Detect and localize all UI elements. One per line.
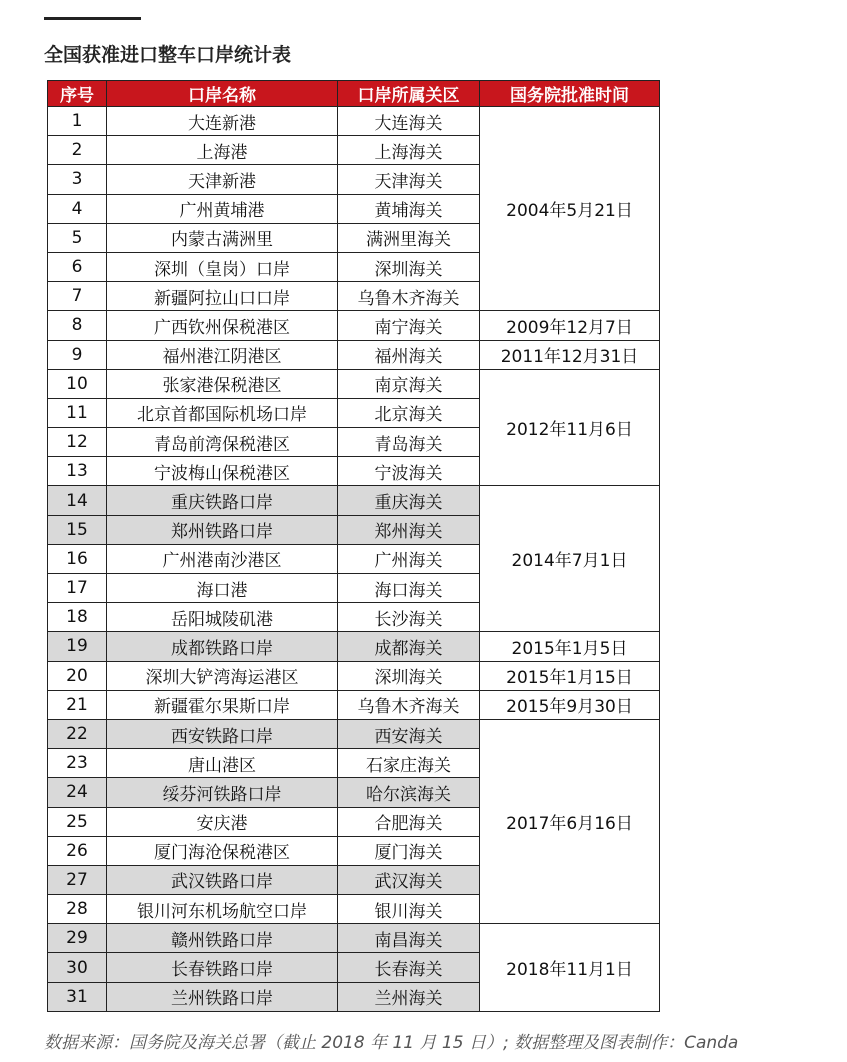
cell-customs: 深圳海关 bbox=[338, 252, 480, 281]
cell-port-name: 广州黄埔港 bbox=[107, 194, 338, 223]
cell-port-name: 内蒙古满洲里 bbox=[107, 223, 338, 252]
cell-no: 14 bbox=[48, 486, 107, 515]
cell-customs: 银川海关 bbox=[338, 895, 480, 924]
cell-port-name: 岳阳城陵矶港 bbox=[107, 603, 338, 632]
header-no: 序号 bbox=[48, 81, 107, 107]
cell-port-name: 兰州铁路口岸 bbox=[107, 982, 338, 1011]
cell-customs: 武汉海关 bbox=[338, 865, 480, 894]
cell-customs: 兰州海关 bbox=[338, 982, 480, 1011]
cell-no: 17 bbox=[48, 574, 107, 603]
cell-port-name: 新疆阿拉山口口岸 bbox=[107, 282, 338, 311]
cell-customs: 广州海关 bbox=[338, 544, 480, 573]
cell-port-name: 海口港 bbox=[107, 574, 338, 603]
cell-no: 16 bbox=[48, 544, 107, 573]
top-rule bbox=[44, 17, 141, 20]
cell-no: 15 bbox=[48, 515, 107, 544]
page-title: 全国获准进口整车口岸统计表 bbox=[44, 44, 292, 66]
cell-port-name: 张家港保税港区 bbox=[107, 369, 338, 398]
cell-customs: 黄埔海关 bbox=[338, 194, 480, 223]
cell-port-name: 广西钦州保税港区 bbox=[107, 311, 338, 340]
ports-table bbox=[47, 80, 660, 1012]
cell-no: 8 bbox=[48, 311, 107, 340]
cell-port-name: 赣州铁路口岸 bbox=[107, 924, 338, 953]
cell-port-name: 北京首都国际机场口岸 bbox=[107, 398, 338, 427]
cell-port-name: 唐山港区 bbox=[107, 749, 338, 778]
cell-customs: 海口海关 bbox=[338, 574, 480, 603]
table-row bbox=[48, 690, 660, 719]
cell-no: 7 bbox=[48, 282, 107, 311]
cell-customs: 西安海关 bbox=[338, 719, 480, 748]
cell-customs: 石家庄海关 bbox=[338, 749, 480, 778]
cell-port-name: 绥芬河铁路口岸 bbox=[107, 778, 338, 807]
cell-no: 26 bbox=[48, 836, 107, 865]
table-row bbox=[48, 107, 660, 136]
cell-port-name: 上海港 bbox=[107, 136, 338, 165]
cell-no: 21 bbox=[48, 690, 107, 719]
cell-approval-date: 2015年1月15日 bbox=[480, 661, 660, 690]
cell-customs: 长春海关 bbox=[338, 953, 480, 982]
cell-customs: 宁波海关 bbox=[338, 457, 480, 486]
cell-no: 30 bbox=[48, 953, 107, 982]
header-port-name: 口岸名称 bbox=[107, 81, 338, 107]
cell-port-name: 郑州铁路口岸 bbox=[107, 515, 338, 544]
cell-port-name: 西安铁路口岸 bbox=[107, 719, 338, 748]
cell-port-name: 成都铁路口岸 bbox=[107, 632, 338, 661]
cell-no: 12 bbox=[48, 428, 107, 457]
cell-approval-date: 2011年12月31日 bbox=[480, 340, 660, 369]
cell-no: 1 bbox=[48, 107, 107, 136]
cell-port-name: 天津新港 bbox=[107, 165, 338, 194]
cell-customs: 郑州海关 bbox=[338, 515, 480, 544]
cell-no: 3 bbox=[48, 165, 107, 194]
header-approval-date: 国务院批准时间 bbox=[480, 81, 660, 107]
table-row bbox=[48, 369, 660, 398]
cell-no: 6 bbox=[48, 252, 107, 281]
cell-customs: 哈尔滨海关 bbox=[338, 778, 480, 807]
table-row bbox=[48, 486, 660, 515]
cell-no: 13 bbox=[48, 457, 107, 486]
table-row bbox=[48, 340, 660, 369]
cell-no: 24 bbox=[48, 778, 107, 807]
cell-no: 11 bbox=[48, 398, 107, 427]
cell-approval-date: 2018年11月1日 bbox=[480, 924, 660, 1012]
cell-customs: 福州海关 bbox=[338, 340, 480, 369]
cell-port-name: 厦门海沧保税港区 bbox=[107, 836, 338, 865]
cell-no: 18 bbox=[48, 603, 107, 632]
cell-port-name: 武汉铁路口岸 bbox=[107, 865, 338, 894]
cell-approval-date: 2009年12月7日 bbox=[480, 311, 660, 340]
cell-no: 28 bbox=[48, 895, 107, 924]
cell-port-name: 深圳（皇岗）口岸 bbox=[107, 252, 338, 281]
cell-customs: 成都海关 bbox=[338, 632, 480, 661]
cell-customs: 深圳海关 bbox=[338, 661, 480, 690]
cell-approval-date: 2015年1月5日 bbox=[480, 632, 660, 661]
cell-customs: 大连海关 bbox=[338, 107, 480, 136]
cell-customs: 上海海关 bbox=[338, 136, 480, 165]
cell-port-name: 新疆霍尔果斯口岸 bbox=[107, 690, 338, 719]
cell-customs: 北京海关 bbox=[338, 398, 480, 427]
cell-customs: 南京海关 bbox=[338, 369, 480, 398]
cell-port-name: 宁波梅山保税港区 bbox=[107, 457, 338, 486]
cell-customs: 南昌海关 bbox=[338, 924, 480, 953]
cell-no: 23 bbox=[48, 749, 107, 778]
cell-port-name: 银川河东机场航空口岸 bbox=[107, 895, 338, 924]
cell-no: 31 bbox=[48, 982, 107, 1011]
cell-no: 22 bbox=[48, 719, 107, 748]
cell-no: 20 bbox=[48, 661, 107, 690]
cell-no: 19 bbox=[48, 632, 107, 661]
cell-customs: 厦门海关 bbox=[338, 836, 480, 865]
table-row bbox=[48, 632, 660, 661]
table-row bbox=[48, 311, 660, 340]
cell-approval-date: 2004年5月21日 bbox=[480, 107, 660, 311]
cell-port-name: 长春铁路口岸 bbox=[107, 953, 338, 982]
cell-approval-date: 2012年11月6日 bbox=[480, 369, 660, 486]
table-header-row bbox=[48, 81, 660, 107]
cell-customs: 南宁海关 bbox=[338, 311, 480, 340]
cell-approval-date: 2015年9月30日 bbox=[480, 690, 660, 719]
table-row bbox=[48, 661, 660, 690]
cell-no: 5 bbox=[48, 223, 107, 252]
cell-port-name: 青岛前湾保税港区 bbox=[107, 428, 338, 457]
cell-customs: 重庆海关 bbox=[338, 486, 480, 515]
cell-no: 4 bbox=[48, 194, 107, 223]
cell-no: 9 bbox=[48, 340, 107, 369]
source-note: 数据来源：国务院及海关总署（截止 2018 年 11 月 15 日）; 数据整理及图表制作：Canda bbox=[44, 1033, 739, 1053]
table-row bbox=[48, 924, 660, 953]
cell-customs: 天津海关 bbox=[338, 165, 480, 194]
table-row bbox=[48, 719, 660, 748]
cell-customs: 合肥海关 bbox=[338, 807, 480, 836]
cell-customs: 长沙海关 bbox=[338, 603, 480, 632]
cell-port-name: 安庆港 bbox=[107, 807, 338, 836]
cell-port-name: 大连新港 bbox=[107, 107, 338, 136]
cell-no: 10 bbox=[48, 369, 107, 398]
cell-no: 29 bbox=[48, 924, 107, 953]
cell-no: 25 bbox=[48, 807, 107, 836]
cell-no: 2 bbox=[48, 136, 107, 165]
header-customs: 口岸所属关区 bbox=[338, 81, 480, 107]
cell-customs: 乌鲁木齐海关 bbox=[338, 282, 480, 311]
cell-no: 27 bbox=[48, 865, 107, 894]
cell-customs: 青岛海关 bbox=[338, 428, 480, 457]
cell-approval-date: 2017年6月16日 bbox=[480, 719, 660, 923]
cell-port-name: 广州港南沙港区 bbox=[107, 544, 338, 573]
cell-customs: 满洲里海关 bbox=[338, 223, 480, 252]
cell-port-name: 重庆铁路口岸 bbox=[107, 486, 338, 515]
cell-approval-date: 2014年7月1日 bbox=[480, 486, 660, 632]
cell-port-name: 深圳大铲湾海运港区 bbox=[107, 661, 338, 690]
cell-port-name: 福州港江阴港区 bbox=[107, 340, 338, 369]
table-body bbox=[48, 107, 660, 1012]
cell-customs: 乌鲁木齐海关 bbox=[338, 690, 480, 719]
